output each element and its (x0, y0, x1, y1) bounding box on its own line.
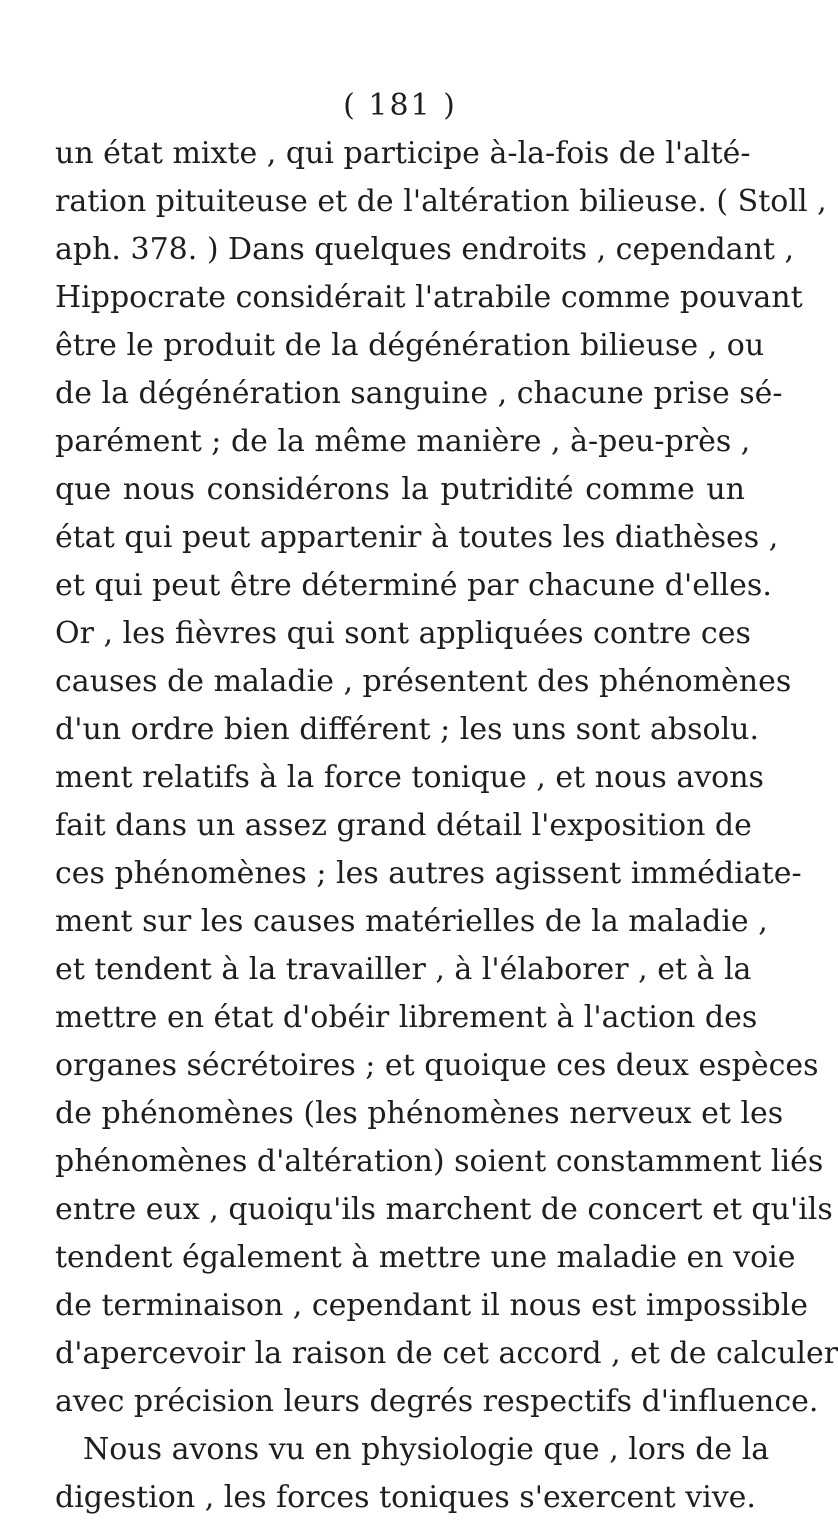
text-line: aph. 378. ) Dans quelques endroits , cependant , (55, 232, 795, 267)
text-line: Hippocrate considérait l'atrabile comme pouvant (55, 280, 803, 315)
text-line: Nous avons vu en physiologie que , lors de la (83, 1432, 770, 1467)
text-line: phénomènes d'altération) soient constamment liés (55, 1144, 824, 1179)
text-line: tendent également à mettre une maladie en voie (55, 1240, 796, 1275)
text-line: ces phénomènes ; les autres agissent immédiate- (55, 856, 802, 891)
text-line: causes de maladie , présentent des phénomènes (55, 664, 792, 699)
text-line: être le produit de la dégénération bilieuse , ou (55, 328, 765, 363)
text-line: de terminaison , cependant il nous est impossible (55, 1288, 809, 1323)
body-text (55, 130, 838, 1522)
text-line: fait dans un assez grand détail l'exposition de (55, 808, 752, 843)
text-line: organes sécrétoires ; et quoique ces deux espèces (55, 1048, 819, 1083)
text-line: de phénomènes (les phénomènes nerveux et les (55, 1096, 784, 1131)
page-number: ( 181 ) (343, 88, 457, 123)
text-line: parément ; de la même manière , à-peu-près , (55, 424, 751, 459)
text-line: d'apercevoir la raison de cet accord , et de calculer (55, 1336, 838, 1371)
text-line: d'un ordre bien différent ; les uns sont absolu. (55, 712, 760, 747)
text-line: avec précision leurs degrés respectifs d'influence. (55, 1384, 819, 1419)
text-line: un état mixte , qui participe à-la-fois de l'alté- (55, 136, 751, 171)
text-line: état qui peut appartenir à toutes les diathèses , (55, 520, 779, 555)
text-line: et qui peut être déterminé par chacune d'elles. (55, 568, 772, 603)
text-line: ration pituiteuse et de l'altération bilieuse. ( Stoll , (55, 184, 827, 219)
text-line: entre eux , quoiqu'ils marchent de concert et qu'ils (55, 1192, 833, 1227)
text-line: ment relatifs à la force tonique , et nous avons (55, 760, 764, 795)
text-line: que nous considérons la putridité comme un (55, 472, 745, 507)
text-line: ment sur les causes matérielles de la maladie , (55, 904, 768, 939)
text-line: de la dégénération sanguine , chacune prise sé- (55, 376, 783, 411)
text-line: digestion , les forces toniques s'exercent vive. (55, 1480, 756, 1515)
text-line: et tendent à la travailler , à l'élaborer , et à la (55, 952, 752, 987)
text-line: Or , les fièvres qui sont appliquées contre ces (55, 616, 751, 651)
text-line: mettre en état d'obéir librement à l'action des (55, 1000, 758, 1035)
